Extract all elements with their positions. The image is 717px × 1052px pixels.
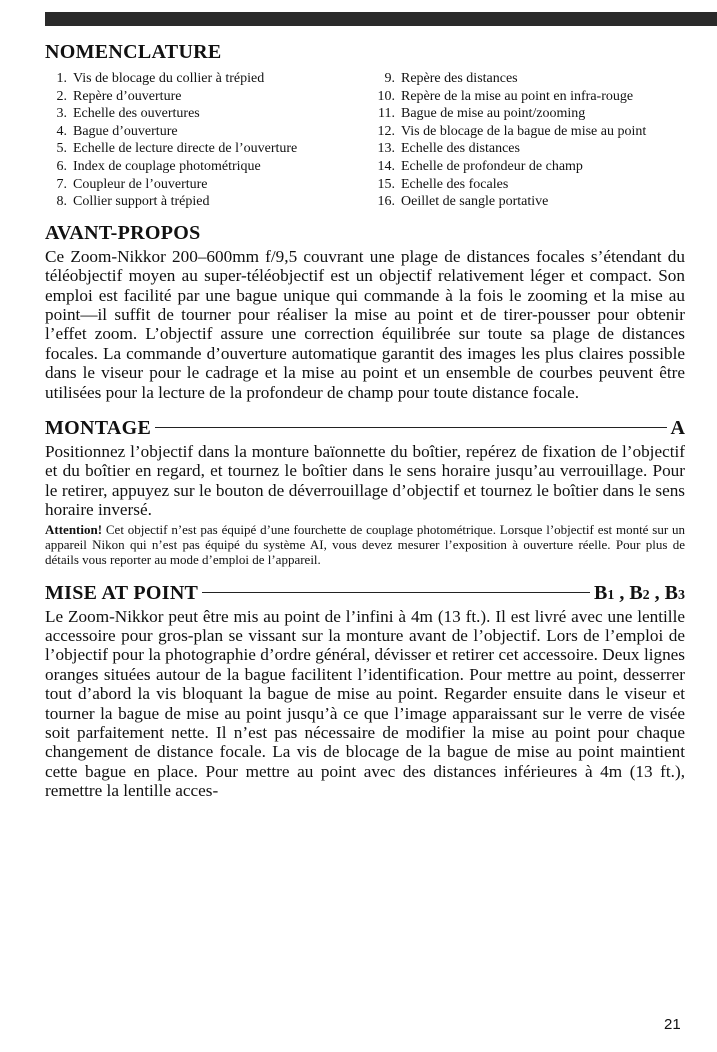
nomenclature-item-text: Repère de la mise au point en infra-rouge [401, 88, 634, 104]
figref-b3-letter: B [664, 581, 678, 604]
mise-au-point-title: MISE AT POINT [45, 581, 199, 604]
nomenclature-item-number: 13. [377, 141, 395, 157]
montage-rule [155, 427, 666, 428]
nomenclature-item [45, 70, 365, 88]
figref-b2-letter: B [629, 581, 643, 604]
mise-au-point-section [45, 581, 685, 801]
montage-title: MONTAGE [45, 417, 152, 439]
avant-propos-title: AVANT-PROPOS [45, 221, 201, 244]
nomenclature-item-text: Oeillet de sangle portative [401, 194, 549, 210]
mise-au-point-text: Le Zoom-Nikkor peut être mis au point de l’infini à 4m (13 ft.). Il est livré avec une lentille accessoire pour gros-plan se vissant sur la monture avant de l’objectif. Lors de l’emploi de l’objectif pour la photographie d’ordre général, dévisser et retirer cet accessoire. Deux lignes oranges situées autour de la bague facilitent l’identification. Pour mettre au point, desserrer tout d’abord la vis bloquant la bague de mise au point. Regarder ensuite dans le viseur et tourner la bague de mise au point jusqu’à ce que l’image apparaissant sur le verre de visée soit parfaitement nette. Il n’est pas nécessaire de modifier la mise au point pour chaque changement de distance focale. La vis de blocage de la bague de mise au point maintient cette bague en place. Pour mettre au point avec des distances inférieures à 4m (13 ft.), remettre la lentille acces- [45, 606, 685, 801]
nomenclature-item-number: 6. [56, 158, 67, 174]
figref-sep-2: , [649, 581, 665, 604]
figref-sep-1: , [614, 581, 630, 604]
nomenclature-item-number: 11. [378, 106, 395, 122]
nomenclature-item [365, 158, 685, 176]
nomenclature-item [45, 105, 365, 123]
nomenclature-item [45, 193, 365, 211]
nomenclature-item-text: Vis de blocage de la bague de mise au point [401, 123, 647, 139]
nomenclature-item [45, 176, 365, 194]
figref-b2-sub: 2 [642, 587, 650, 603]
nomenclature-item-number: 5. [56, 141, 67, 157]
nomenclature-item-text: Collier support à trépied [73, 194, 210, 210]
nomenclature-item-text: Repère d’ouverture [73, 88, 182, 104]
nomenclature-item-text: Coupleur de l’ouverture [73, 176, 208, 192]
nomenclature-title: NOMENCLATURE [45, 41, 222, 63]
montage-section [45, 416, 685, 567]
mise-au-point-rule [202, 592, 590, 593]
nomenclature-item-number: 16. [377, 194, 395, 210]
nomenclature-item-text: Echelle des ouvertures [73, 106, 200, 122]
montage-text: Positionnez l’objectif dans la monture baïonnette du boîtier, repérez de fixation de l’objectif et du boîtier en regard, et tournez le boîtier dans le sens horaire jusqu’au verrouillage. Pour le retirer, appuyez sur le bouton de déverrouillage d’objectif et tournez le boîtier dans le sens horaire inversé. [45, 442, 685, 520]
attention-label: Attention! [45, 521, 103, 537]
nomenclature-item [365, 193, 685, 211]
nomenclature-item [365, 70, 685, 88]
nomenclature-item-number: 10. [377, 88, 395, 104]
nomenclature-item-number: 3. [56, 106, 67, 122]
nomenclature-item-number: 4. [56, 123, 67, 139]
nomenclature-column-right [365, 70, 685, 211]
nomenclature-item-text: Echelle de profondeur de champ [401, 158, 583, 174]
page-number: 21 [664, 1016, 681, 1033]
nomenclature-item-text: Vis de blocage du collier à trépied [73, 71, 265, 86]
montage-attention [45, 522, 685, 567]
nomenclature-item-text: Echelle de lecture directe de l’ouverture [73, 141, 298, 157]
avant-propos-section [45, 221, 685, 402]
avant-propos-text: Ce Zoom-Nikkor 200–600mm f/9,5 couvrant une plage de distances focales s’étendant du téléobjectif moyen au super-téléobjectif est un objectif relativement léger et compact. Son emploi est facilité par une bague unique qui commande à la fois le zooming et la mise au point—il suffit de tourner pour réaliser la mise au point et de tirer-pousser pour obtenir l’effet zoom. L’objectif assure une correction équilibrée sur toute sa plage de distances focales. La commande d’ouverture automatique garantit des images les plus claires possible dans le viseur pour le cadrage et la mise au point et un ensemble de courbes peuvent être utilisées pour la lecture de la profondeur de champ pour toute distance focale. [45, 246, 685, 402]
attention-text: Cet objectif n’est pas équipé d’une fourchette de couplage photométrique. Lorsque l’objectif est monté sur un appareil Nikon qui n’est pas équipé du système AI, vous devez mesurer l’exposition à ouverture réelle. Pour plus de détails vous reporter au mode d’emploi de l’appareil. [45, 521, 686, 567]
nomenclature-item [365, 140, 685, 158]
nomenclature-item-text: Index de couplage photométrique [73, 158, 261, 174]
mise-au-point-heading [45, 581, 685, 605]
nomenclature-section [45, 40, 685, 211]
nomenclature-item [45, 123, 365, 141]
montage-figure-ref: A [670, 417, 685, 439]
nomenclature-item-number: 12. [377, 123, 395, 139]
figref-b1-sub: 1 [607, 587, 615, 603]
nomenclature-item [365, 105, 685, 123]
nomenclature-item [45, 158, 365, 176]
nomenclature-item-number: 15. [377, 176, 395, 192]
nomenclature-item [365, 176, 685, 194]
nomenclature-item-number: 2. [56, 88, 67, 104]
montage-heading [45, 416, 685, 440]
nomenclature-item-number: 7. [56, 176, 67, 192]
nomenclature-item-text: Bague de mise au point/zooming [401, 106, 586, 122]
mise-au-point-figure-ref [594, 582, 685, 605]
nomenclature-item [365, 88, 685, 106]
nomenclature-column-left [45, 70, 365, 211]
figref-b1-letter: B [593, 581, 608, 604]
page-content [45, 40, 685, 815]
nomenclature-item-number: 8. [56, 194, 67, 210]
nomenclature-item-text: Echelle des distances [401, 141, 520, 157]
top-bar [45, 12, 717, 26]
figref-b3-sub: 3 [678, 587, 685, 603]
nomenclature-item-text: Repère des distances [401, 71, 518, 86]
nomenclature-item-number: 14. [377, 158, 395, 174]
nomenclature-item-text: Echelle des focales [401, 176, 509, 192]
nomenclature-item-text: Bague d’ouverture [73, 123, 178, 139]
nomenclature-item [45, 88, 365, 106]
nomenclature-item-number: 1. [56, 71, 67, 86]
nomenclature-item [45, 140, 365, 158]
nomenclature-item-number: 9. [384, 71, 395, 86]
nomenclature-item [365, 123, 685, 141]
nomenclature-list [45, 70, 685, 211]
